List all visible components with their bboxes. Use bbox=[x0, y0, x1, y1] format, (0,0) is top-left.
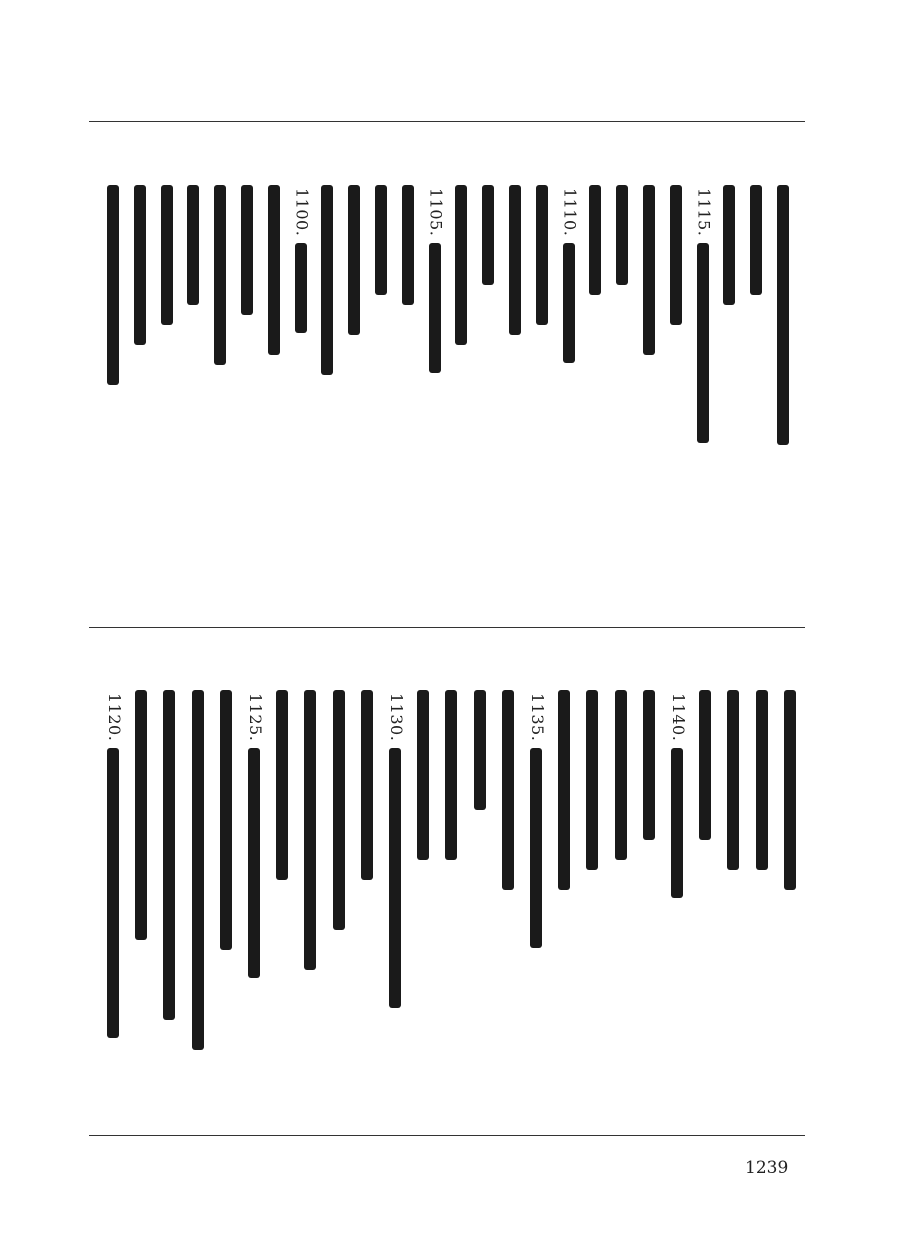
text-column bbox=[748, 690, 776, 1090]
text-column bbox=[769, 185, 797, 465]
script-line bbox=[375, 185, 387, 295]
script-line bbox=[321, 185, 333, 375]
line-number: 1125. bbox=[246, 692, 265, 742]
script-line bbox=[268, 185, 280, 355]
text-column bbox=[528, 185, 556, 465]
text-column bbox=[501, 185, 529, 465]
script-line bbox=[220, 690, 232, 950]
text-column bbox=[494, 690, 522, 1090]
text-column bbox=[635, 690, 663, 1090]
text-column bbox=[206, 185, 234, 465]
script-line bbox=[402, 185, 414, 305]
script-line bbox=[536, 185, 548, 325]
text-column bbox=[233, 185, 261, 465]
script-line bbox=[670, 185, 682, 325]
text-column bbox=[179, 185, 207, 465]
bottom-rule bbox=[89, 1135, 805, 1136]
text-column bbox=[581, 185, 609, 465]
text-column bbox=[155, 690, 183, 1090]
text-column bbox=[447, 185, 475, 465]
text-column bbox=[466, 690, 494, 1090]
script-line bbox=[417, 690, 429, 860]
script-line bbox=[241, 185, 253, 315]
text-column bbox=[153, 185, 181, 465]
script-line bbox=[333, 690, 345, 930]
script-line bbox=[697, 243, 709, 443]
text-column bbox=[394, 185, 422, 465]
script-line bbox=[699, 690, 711, 840]
script-line bbox=[445, 690, 457, 860]
script-line bbox=[615, 690, 627, 860]
text-column bbox=[367, 185, 395, 465]
text-column bbox=[662, 185, 690, 465]
script-line bbox=[616, 185, 628, 285]
script-line bbox=[723, 185, 735, 305]
line-number: 1135. bbox=[528, 692, 547, 742]
script-line bbox=[643, 690, 655, 840]
script-line bbox=[361, 690, 373, 880]
middle-rule bbox=[89, 627, 805, 628]
script-line bbox=[455, 185, 467, 345]
script-line bbox=[643, 185, 655, 355]
text-column bbox=[691, 690, 719, 1090]
script-line bbox=[187, 185, 199, 305]
script-line bbox=[750, 185, 762, 295]
text-column bbox=[260, 185, 288, 465]
script-line bbox=[589, 185, 601, 295]
text-column bbox=[578, 690, 606, 1090]
text-column bbox=[437, 690, 465, 1090]
script-line bbox=[474, 690, 486, 810]
script-line bbox=[502, 690, 514, 890]
line-number: 1115. bbox=[694, 187, 714, 237]
text-column bbox=[313, 185, 341, 465]
text-column bbox=[742, 185, 770, 465]
text-column bbox=[715, 185, 743, 465]
script-line bbox=[107, 748, 119, 1038]
text-column bbox=[635, 185, 663, 465]
text-column bbox=[268, 690, 296, 1090]
script-line bbox=[276, 690, 288, 880]
script-line bbox=[214, 185, 226, 365]
script-line bbox=[509, 185, 521, 335]
script-line bbox=[558, 690, 570, 890]
script-line bbox=[530, 748, 542, 948]
top-rule bbox=[89, 121, 805, 122]
text-column bbox=[607, 690, 635, 1090]
text-column bbox=[381, 690, 409, 1090]
script-line bbox=[756, 690, 768, 870]
script-line bbox=[135, 690, 147, 940]
script-line bbox=[161, 185, 173, 325]
text-column bbox=[99, 185, 127, 465]
script-line bbox=[671, 748, 683, 898]
text-column bbox=[325, 690, 353, 1090]
text-column bbox=[296, 690, 324, 1090]
text-column bbox=[719, 690, 747, 1090]
line-number: 1140. bbox=[669, 692, 688, 742]
script-line bbox=[192, 690, 204, 1050]
text-column bbox=[240, 690, 268, 1090]
script-line bbox=[134, 185, 146, 345]
page-number: 1239 bbox=[745, 1158, 789, 1178]
script-line bbox=[163, 690, 175, 1020]
line-number: 1105. bbox=[426, 187, 446, 237]
text-column bbox=[608, 185, 636, 465]
text-column bbox=[522, 690, 550, 1090]
line-number: 1120. bbox=[105, 692, 124, 742]
script-line bbox=[304, 690, 316, 970]
script-line bbox=[295, 243, 307, 333]
script-line bbox=[777, 185, 789, 445]
line-number: 1100. bbox=[292, 187, 312, 237]
bottom-text-panel bbox=[89, 690, 805, 1090]
text-column bbox=[474, 185, 502, 465]
text-column bbox=[776, 690, 804, 1090]
text-column bbox=[184, 690, 212, 1090]
script-line bbox=[429, 243, 441, 373]
text-column bbox=[663, 690, 691, 1090]
script-line bbox=[727, 690, 739, 870]
text-column bbox=[212, 690, 240, 1090]
script-line bbox=[482, 185, 494, 285]
script-line bbox=[348, 185, 360, 335]
script-line bbox=[107, 185, 119, 385]
script-line bbox=[389, 748, 401, 1008]
text-column bbox=[126, 185, 154, 465]
text-column bbox=[409, 690, 437, 1090]
text-column bbox=[127, 690, 155, 1090]
line-number: 1130. bbox=[387, 692, 406, 742]
script-line bbox=[563, 243, 575, 363]
script-line bbox=[586, 690, 598, 870]
script-line bbox=[248, 748, 260, 978]
text-column bbox=[99, 690, 127, 1090]
text-column bbox=[550, 690, 578, 1090]
script-line bbox=[784, 690, 796, 890]
text-column bbox=[353, 690, 381, 1090]
line-number: 1110. bbox=[560, 187, 580, 237]
top-text-panel bbox=[89, 185, 805, 465]
text-column bbox=[340, 185, 368, 465]
